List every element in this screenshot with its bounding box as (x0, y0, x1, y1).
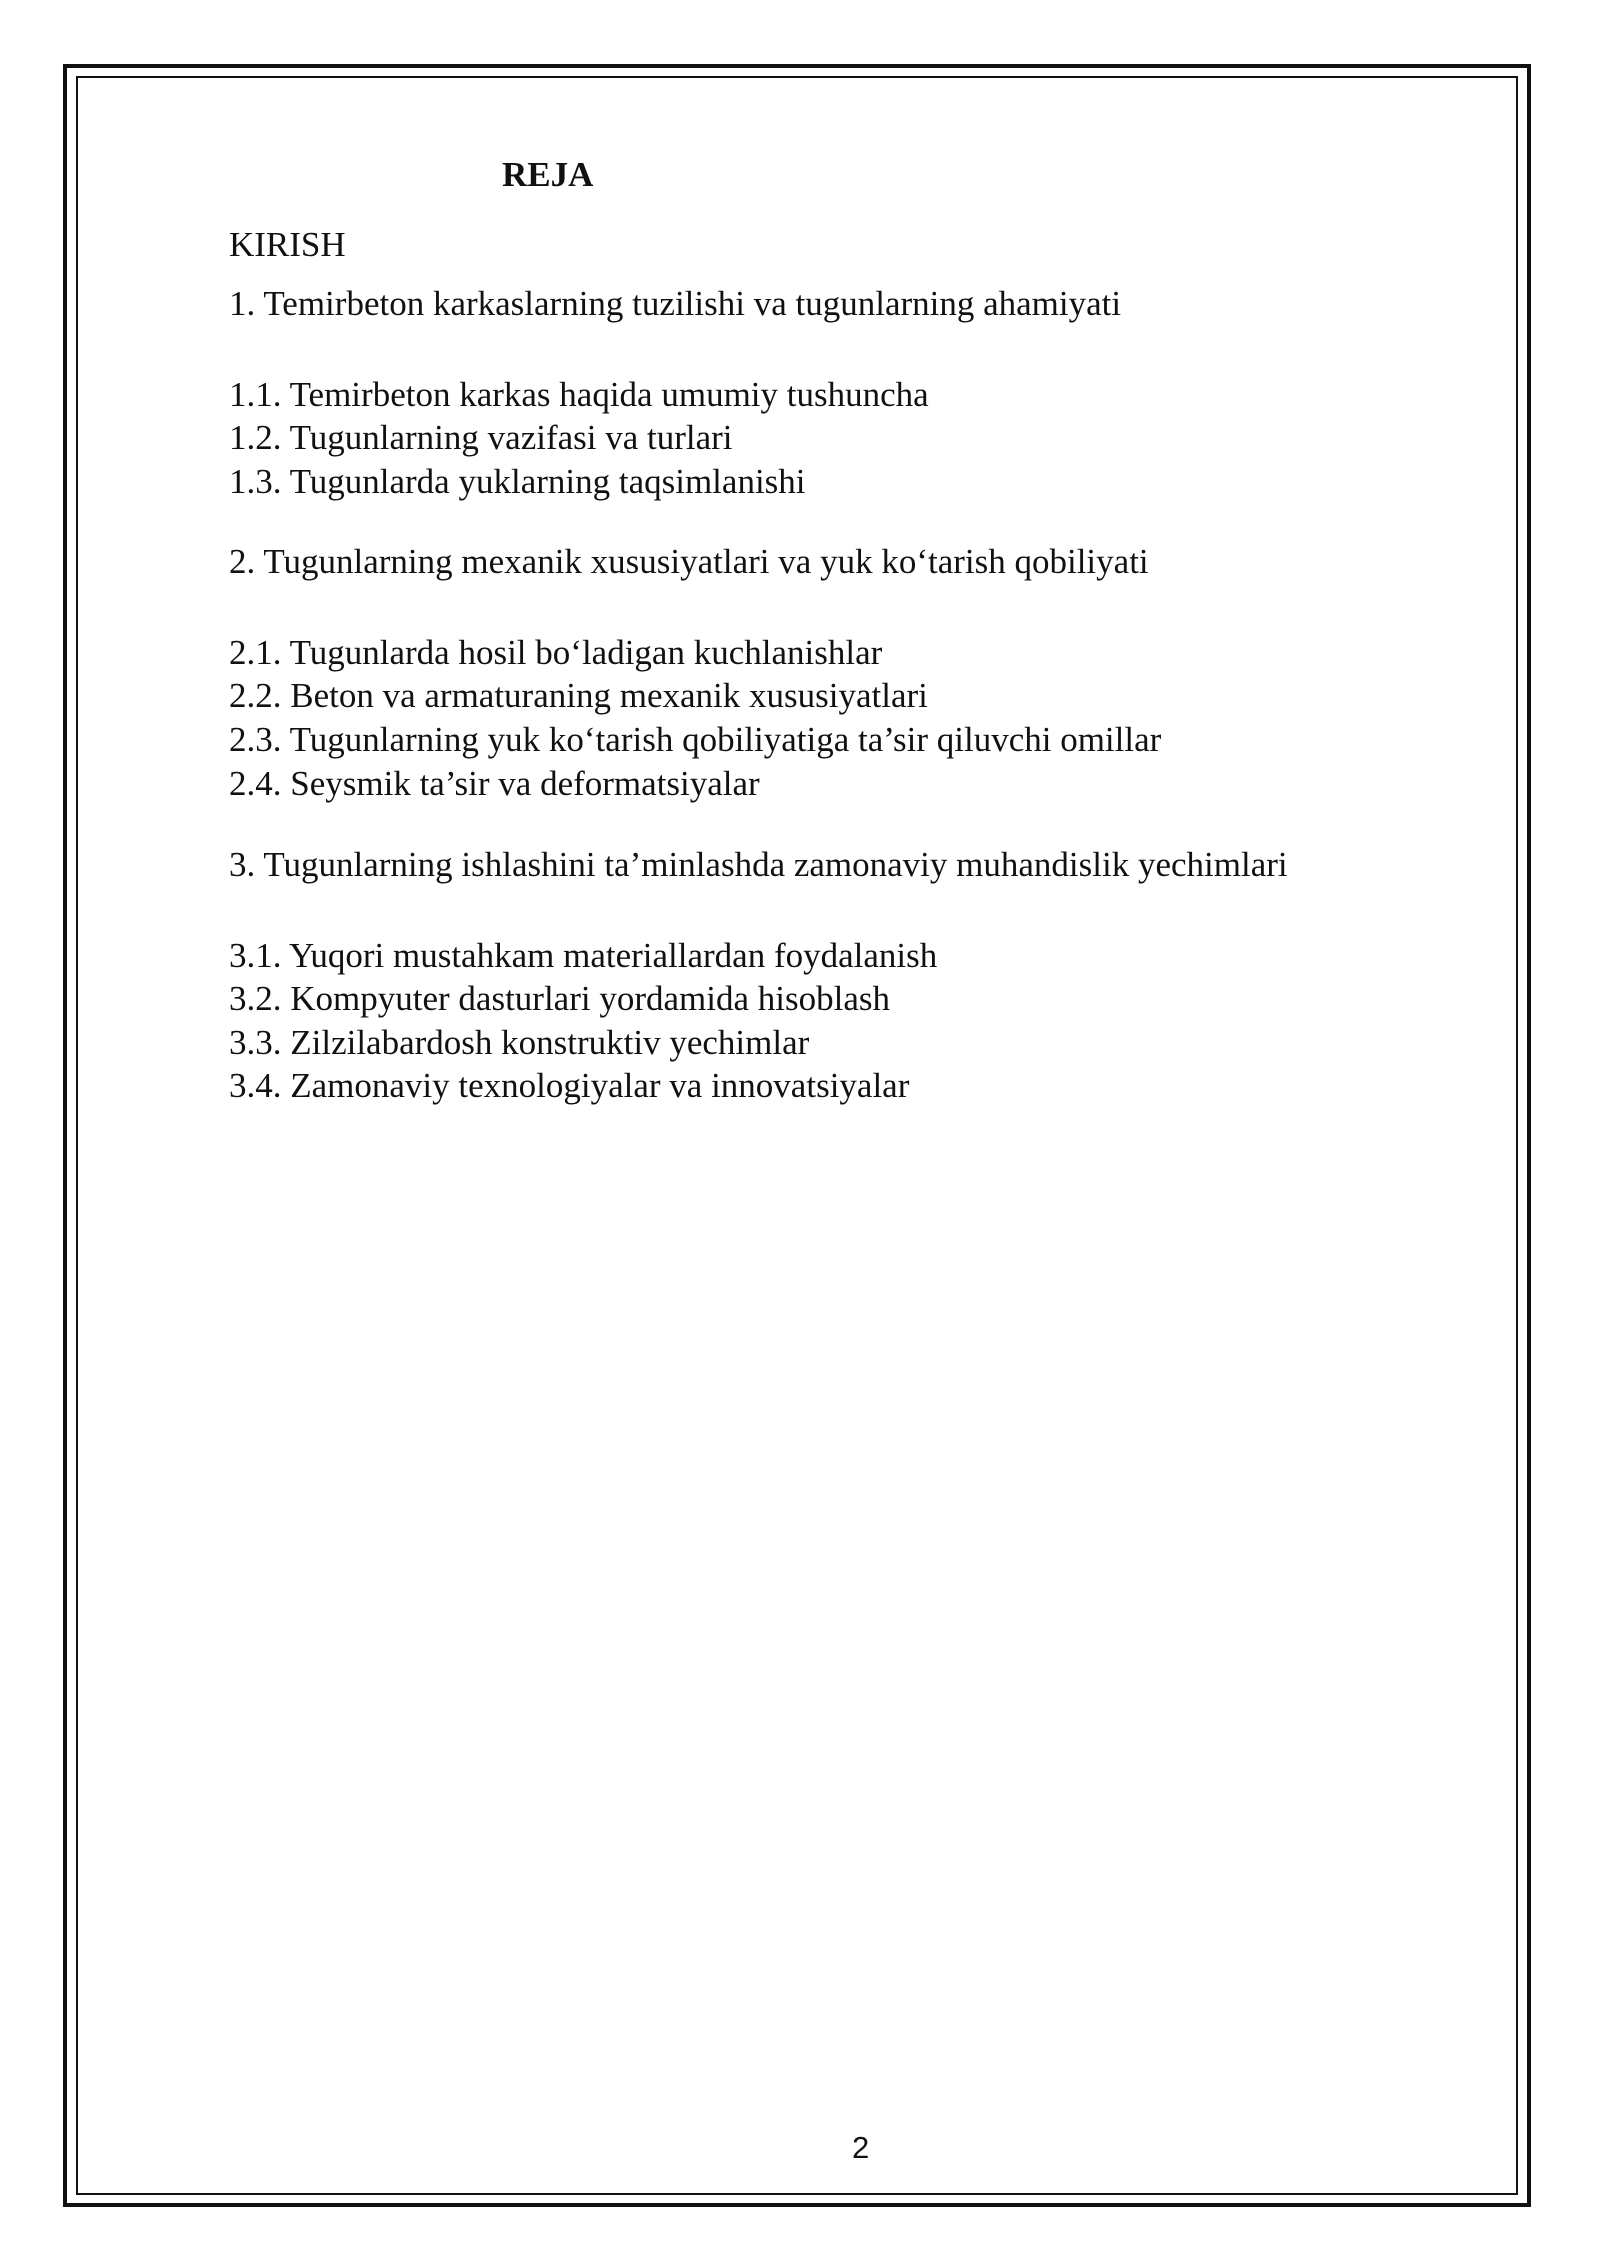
section-item-2-2: 2.2. Beton va armaturaning mexanik xususiyatlari (229, 676, 928, 715)
section-item-3-4: 3.4. Zamonaviy texnologiyalar va innovatsiyalar (229, 1066, 910, 1105)
intro-heading: KIRISH (229, 225, 346, 264)
section-heading-1: 1. Temirbeton karkaslarning tuzilishi va tugunlarning ahamiyati (229, 284, 1122, 323)
section-item-2-3: 2.3. Tugunlarning yuk ko‘tarish qobiliyatiga ta’sir qiluvchi omillar (229, 720, 1162, 759)
section-item-3-3: 3.3. Zilzilabardosh konstruktiv yechimlar (229, 1023, 810, 1062)
page-number: 2 (852, 2130, 870, 2165)
section-item-3-1: 3.1. Yuqori mustahkam materiallardan foydalanish (229, 936, 938, 975)
page-title: REJA (502, 155, 594, 194)
section-item-1-2: 1.2. Tugunlarning vazifasi va turlari (229, 418, 733, 457)
section-heading-2: 2. Tugunlarning mexanik xususiyatlari va yuk ko‘tarish qobiliyati (229, 542, 1149, 581)
section-item-3-2: 3.2. Kompyuter dasturlari yordamida hisoblash (229, 979, 890, 1018)
section-item-2-1: 2.1. Tugunlarda hosil bo‘ladigan kuchlanishlar (229, 633, 883, 672)
section-item-1-1: 1.1. Temirbeton karkas haqida umumiy tushuncha (229, 375, 929, 414)
section-heading-3: 3. Tugunlarning ishlashini ta’minlashda zamonaviy muhandislik yechimlari (229, 845, 1288, 884)
section-item-1-3: 1.3. Tugunlarda yuklarning taqsimlanishi (229, 462, 806, 501)
section-item-2-4: 2.4. Seysmik ta’sir va deformatsiyalar (229, 764, 760, 803)
